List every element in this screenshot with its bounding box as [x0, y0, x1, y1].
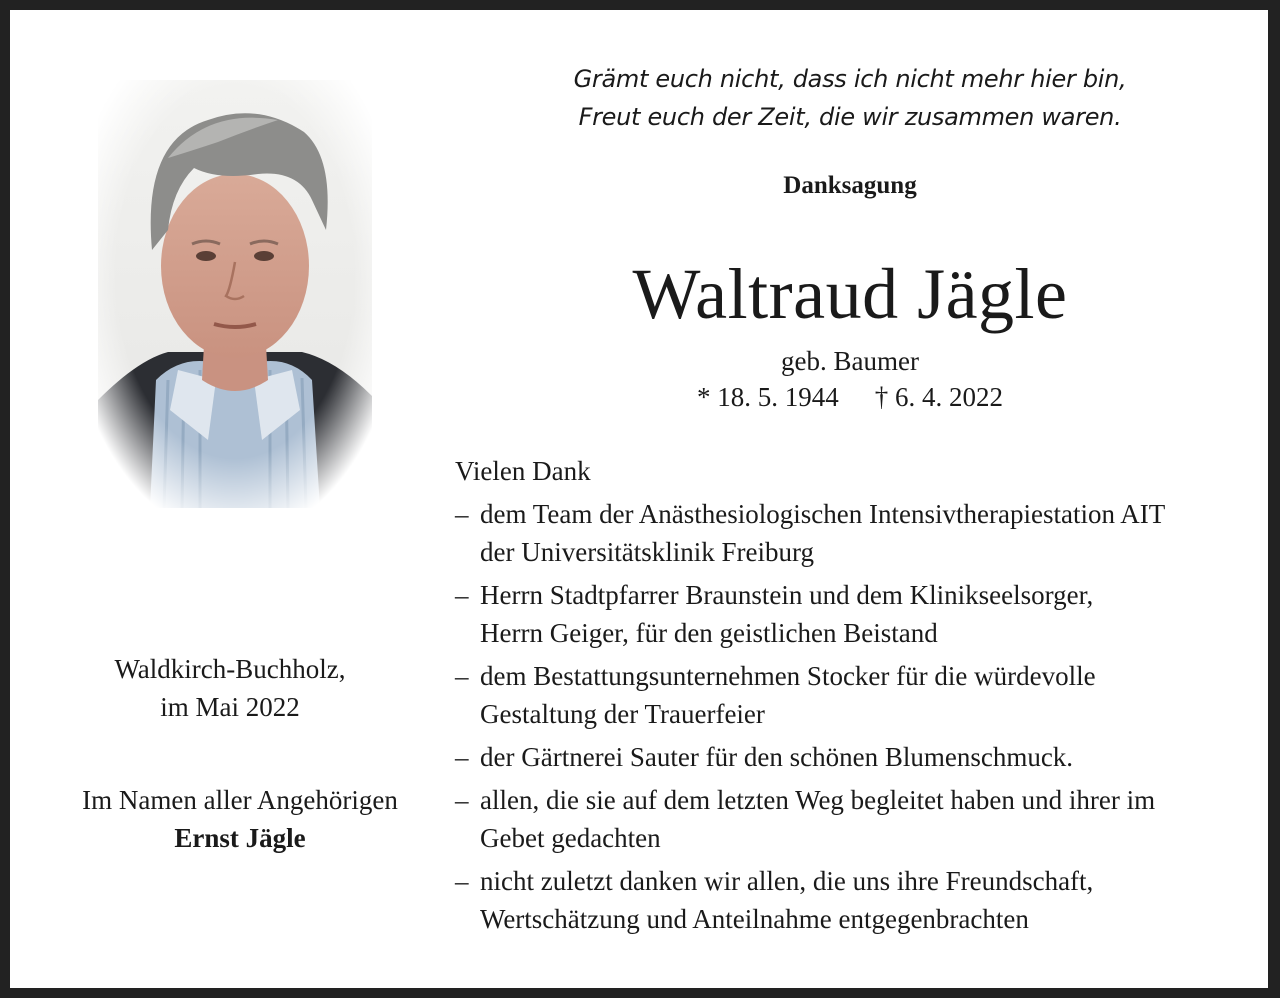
thanks-item-line: dem Team der Anästhesiologischen Intensivtherapiestation AIT — [480, 499, 1166, 529]
thanks-item-line: allen, die sie auf dem letzten Weg begleitet haben und ihrer im — [480, 785, 1156, 815]
thanks-item-line: dem Bestattungsunternehmen Stocker für die würdevolle — [480, 661, 1096, 691]
thanks-item-line: der Universitätsklinik Freiburg — [480, 537, 814, 567]
thanks-item — [455, 495, 1245, 571]
dash-marker: – — [455, 661, 469, 691]
dash-marker: – — [455, 785, 469, 815]
quote-line-2: Freut euch der Zeit, die wir zusammen waren. — [578, 103, 1122, 131]
thanks-item — [455, 738, 1245, 776]
thanks-item-line: Herrn Stadtpfarrer Braunstein und dem Klinikseelsorger, — [480, 580, 1094, 610]
thanks-item-line: der Gärtnerei Sauter für den schönen Blumenschmuck. — [480, 742, 1074, 772]
death-date: † 6. 4. 2022 — [874, 382, 1003, 412]
signoff-name: Ernst Jägle — [174, 823, 306, 853]
thanks-item — [455, 862, 1245, 938]
deceased-name: Waltraud Jägle — [632, 254, 1068, 334]
thanks-item-line: Gebet gedachten — [480, 823, 661, 853]
thanks-item-line: Herrn Geiger, für den geistlichen Beistand — [480, 618, 938, 648]
thanks-item — [455, 576, 1245, 652]
dash-marker: – — [455, 499, 469, 529]
portrait-photo — [98, 80, 372, 508]
dash-marker: – — [455, 742, 469, 772]
thanks-item — [455, 657, 1245, 733]
date-line: im Mai 2022 — [160, 692, 300, 722]
thanks-item-line: nicht zuletzt danken wir allen, die uns ihre Freundschaft, — [480, 866, 1094, 896]
thanks-item — [455, 781, 1245, 857]
thanks-list — [455, 495, 1245, 938]
memorial-quote — [465, 60, 1235, 136]
signoff — [50, 781, 430, 857]
place-and-date — [50, 650, 410, 726]
dash-marker: – — [455, 866, 469, 896]
thanks-item-line: Gestaltung der Trauerfeier — [480, 699, 765, 729]
thanks-section — [455, 452, 1245, 943]
life-dates — [465, 380, 1235, 414]
signoff-text: Im Namen aller Angehörigen — [82, 785, 398, 815]
maiden-name: geb. Baumer — [781, 346, 919, 376]
birth-date: * 18. 5. 1944 — [697, 382, 839, 412]
thanks-item-line: Wertschätzung und Anteilnahme entgegenbrachten — [480, 904, 1029, 934]
dash-marker: – — [455, 580, 469, 610]
obituary-card — [10, 10, 1268, 988]
heading: Danksagung — [783, 172, 917, 199]
quote-line-1: Grämt euch nicht, dass ich nicht mehr hier bin, — [573, 65, 1127, 93]
thanks-intro: Vielen Dank — [455, 456, 591, 486]
place-line: Waldkirch-Buchholz, — [114, 654, 346, 684]
